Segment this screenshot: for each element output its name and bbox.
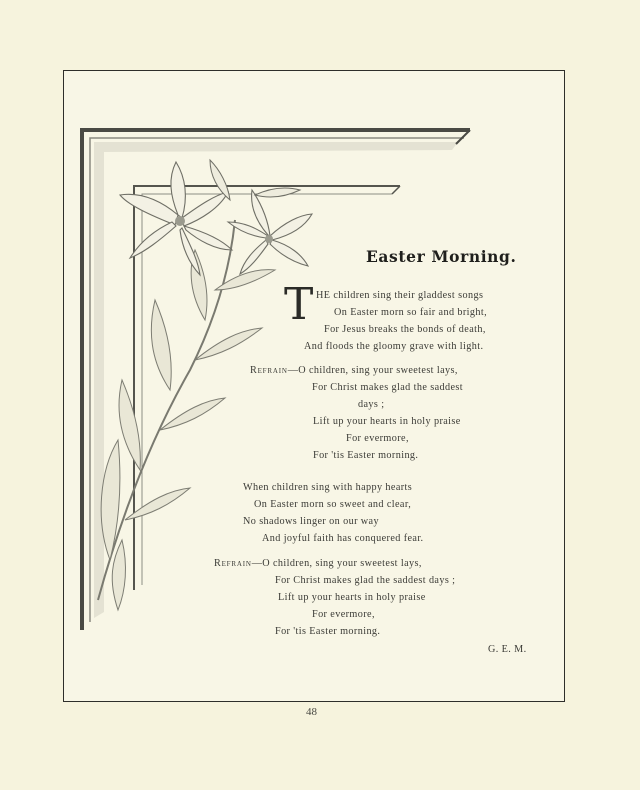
refrain2-line: For Christ makes glad the saddest days ; [275,575,456,586]
verse1-line: On Easter morn so fair and bright, [334,307,488,318]
refrain1-line: days ; [358,399,385,410]
refrain2-line: For evermore, [312,609,375,620]
verse2-line: No shadows linger on our way [243,516,379,527]
refrain2-line: For 'tis Easter morning. [275,626,381,637]
verse2-line: On Easter morn so sweet and clear, [254,499,412,510]
refrain1-line: For Christ makes glad the saddest [312,382,463,393]
verse2-line: And joyful faith has conquered fear. [262,533,424,544]
verse1-line: For Jesus breaks the bonds of death, [324,324,486,335]
page-number: 48 [306,706,317,718]
verse1-first-line: HE children sing their gladdest songs [316,290,484,301]
verse2-line: When children sing with happy hearts [243,482,413,493]
refrain-label: Refrain [214,558,252,569]
refrain1-first-line: Refrain—O children, sing your sweetest lays, [250,365,458,376]
refrain1-line: Lift up your hearts in holy praise [313,416,461,427]
refrain2-line: Lift up your hearts in holy praise [278,592,426,603]
refrain1-line: For evermore, [346,433,409,444]
drop-cap: T [284,279,314,330]
verse1-line: And floods the gloomy grave with light. [304,341,484,352]
refrain2-first-line: Refrain—O children, sing your sweetest lays, [214,558,422,569]
signature: G. E. M. [488,644,527,655]
refrain-label: Refrain [250,365,288,376]
refrain1-line: For 'tis Easter morning. [313,450,419,461]
poem-title: Easter Morning. [366,247,517,266]
